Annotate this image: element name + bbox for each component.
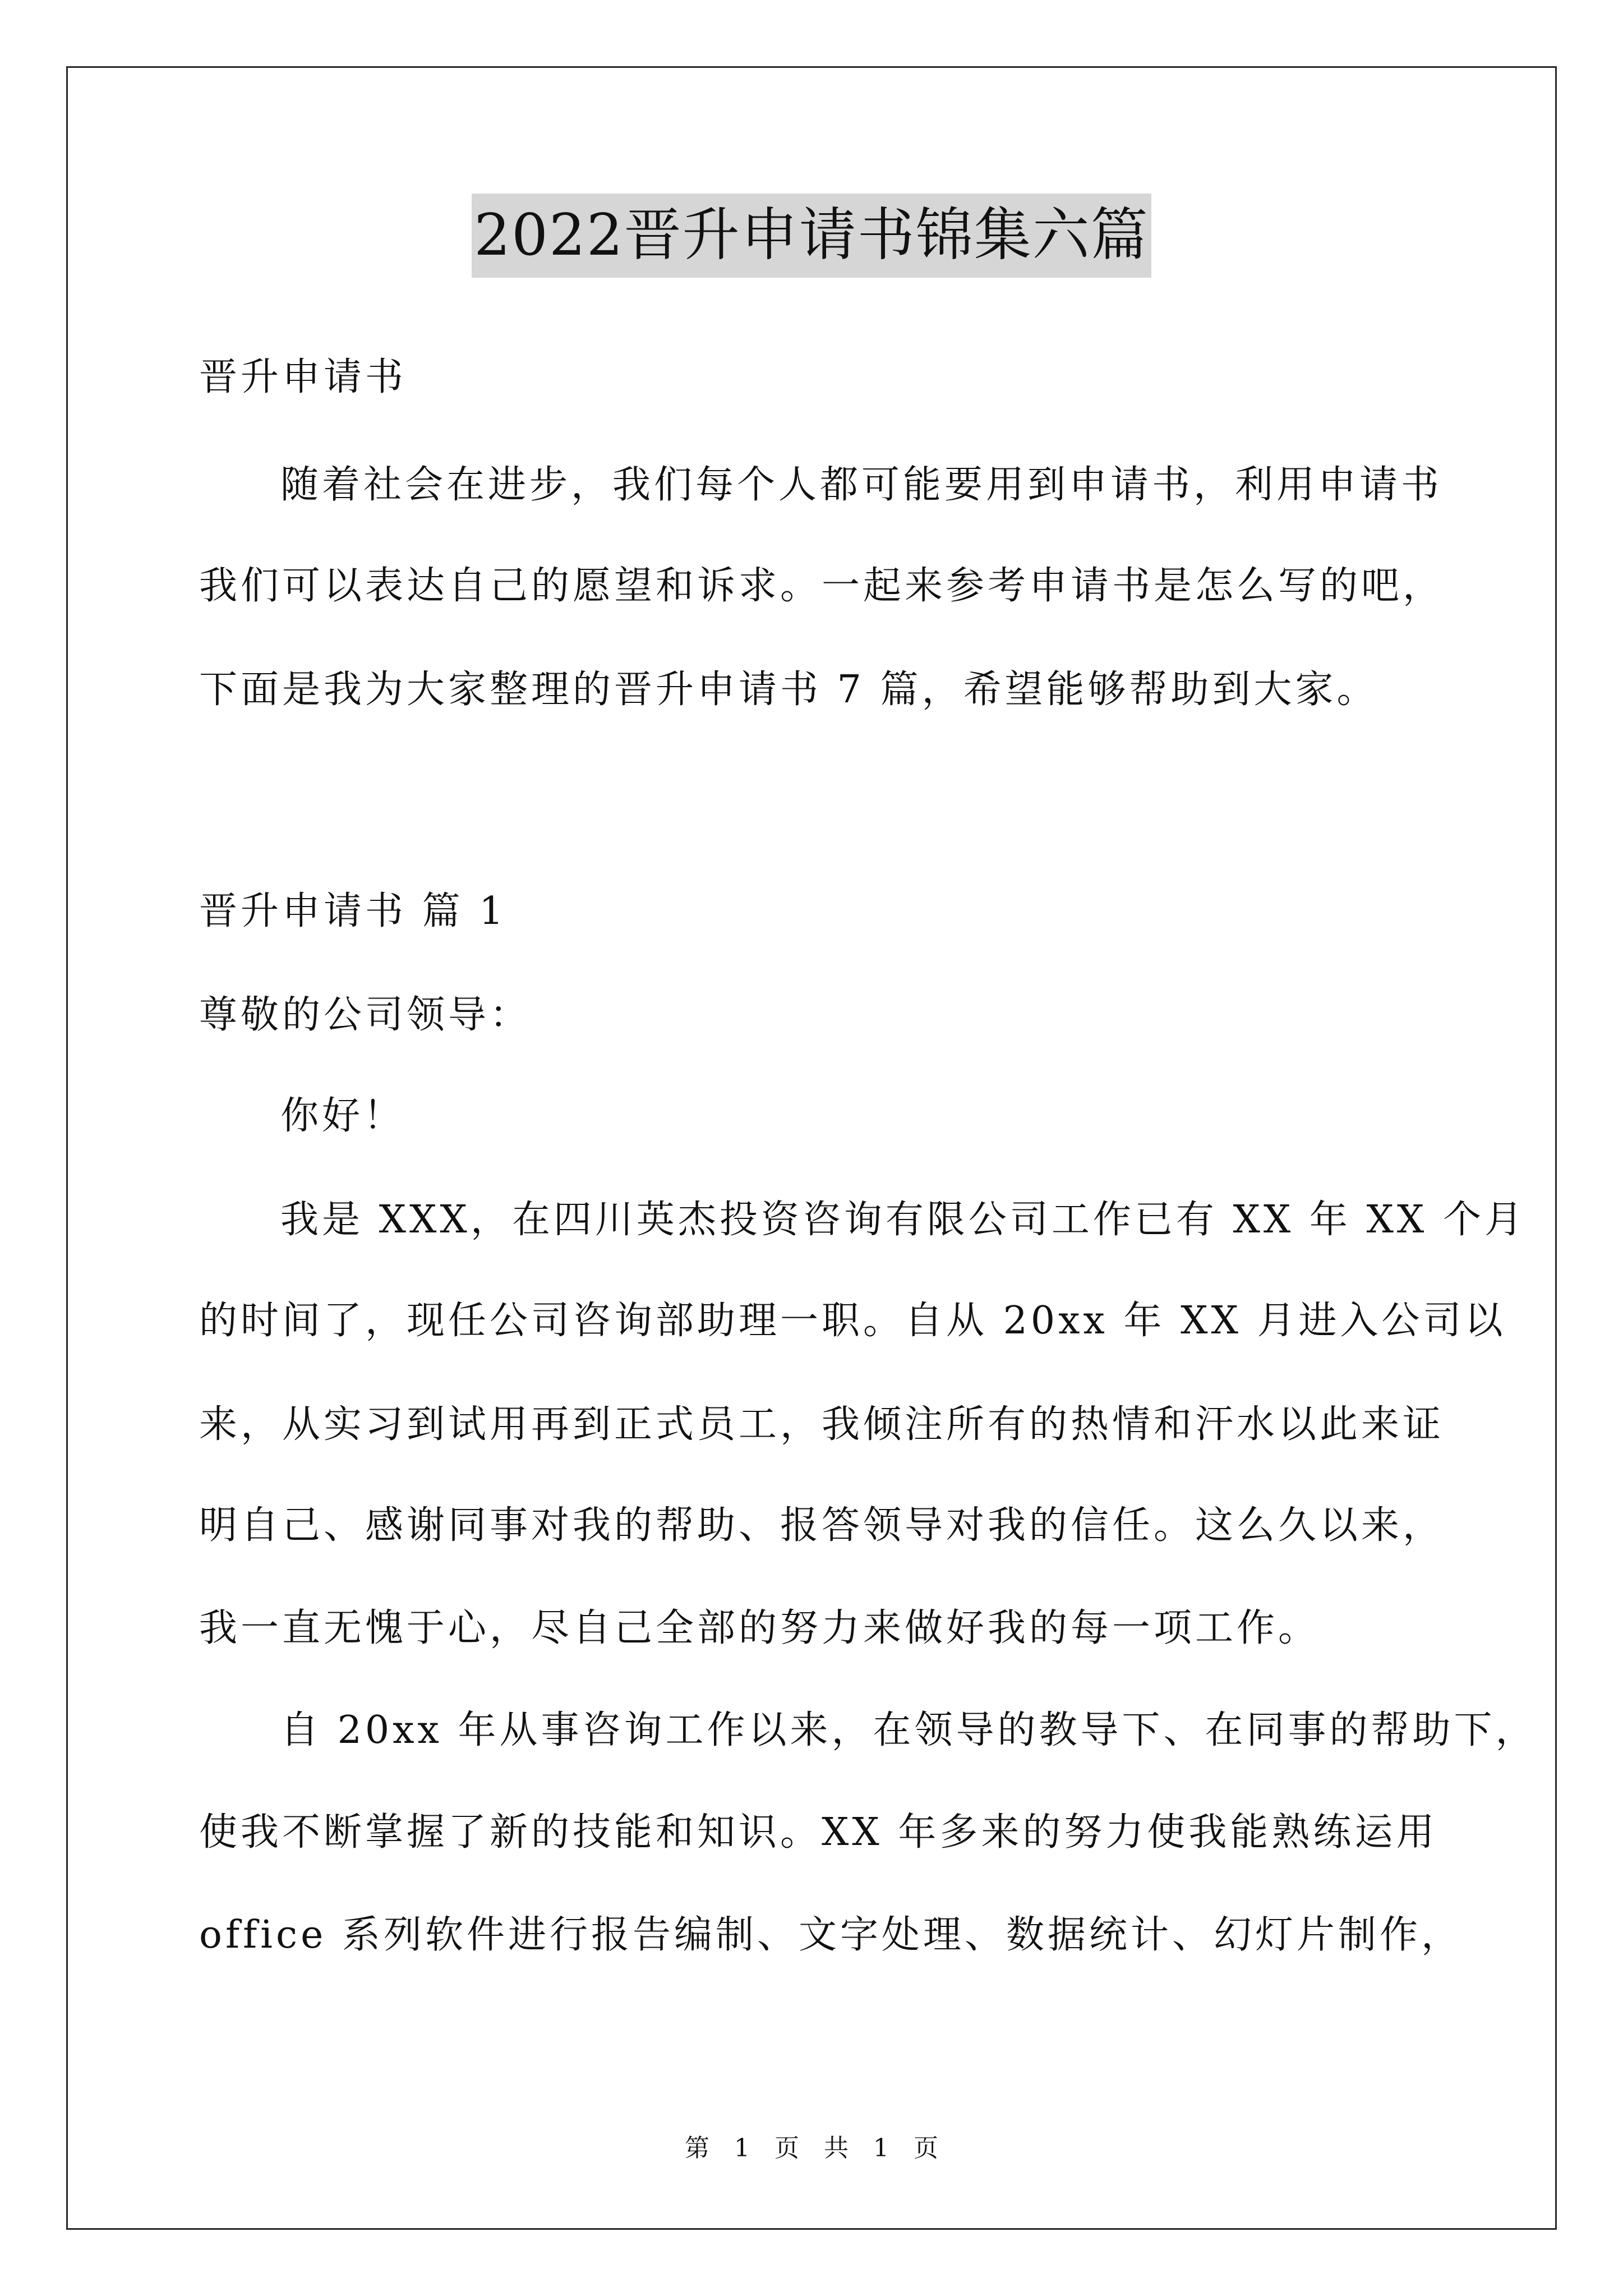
section-heading: 晋升申请书	[199, 355, 407, 399]
paragraph-line: 我是 XXX，在四川英杰投资咨询有限公司工作已有 XX 年 XX 个月	[280, 1198, 1526, 1242]
paragraph-line: 随着社会在进步，我们每个人都可能要用到申请书，利用申请书	[280, 463, 1443, 507]
paragraph-line: 明自己、感谢同事对我的帮助、报答领导对我的信任。这么久以来，	[199, 1503, 1445, 1548]
title-container	[0, 194, 1623, 278]
paragraph-line: 我们可以表达自己的愿望和诉求。一起来参考申请书是怎么写的吧，	[199, 564, 1445, 608]
paragraph-line: 使我不断掌握了新的技能和知识。XX 年多来的努力使我能熟练运用	[199, 1810, 1438, 1855]
paragraph-line: 来，从实习到试用再到正式员工，我倾注所有的热情和汗水以此来证	[199, 1402, 1445, 1447]
document-title: 2022晋升申请书锦集六篇	[472, 194, 1151, 278]
page-number-footer: 第 1 页 共 1 页	[685, 2134, 938, 2162]
paragraph-line: 下面是我为大家整理的晋升申请书 7 篇，希望能够帮助到大家。	[199, 668, 1378, 712]
paragraph-line: office 系列软件进行报告编制、文字处理、数据统计、幻灯片制作，	[199, 1913, 1463, 1957]
salutation: 尊敬的公司领导：	[199, 993, 532, 1037]
paragraph-line: 的时间了，现任公司咨询部助理一职。自从 20xx 年 XX 月进入公司以	[199, 1299, 1506, 1343]
paragraph-line: 我一直无愧于心，尽自己全部的努力来做好我的每一项工作。	[199, 1606, 1320, 1650]
greeting: 你好！	[280, 1094, 405, 1138]
section-heading: 晋升申请书 篇 1	[199, 889, 507, 933]
paragraph-line: 自 20xx 年从事咨询工作以来，在领导的教导下、在同事的帮助下，	[280, 1708, 1537, 1752]
